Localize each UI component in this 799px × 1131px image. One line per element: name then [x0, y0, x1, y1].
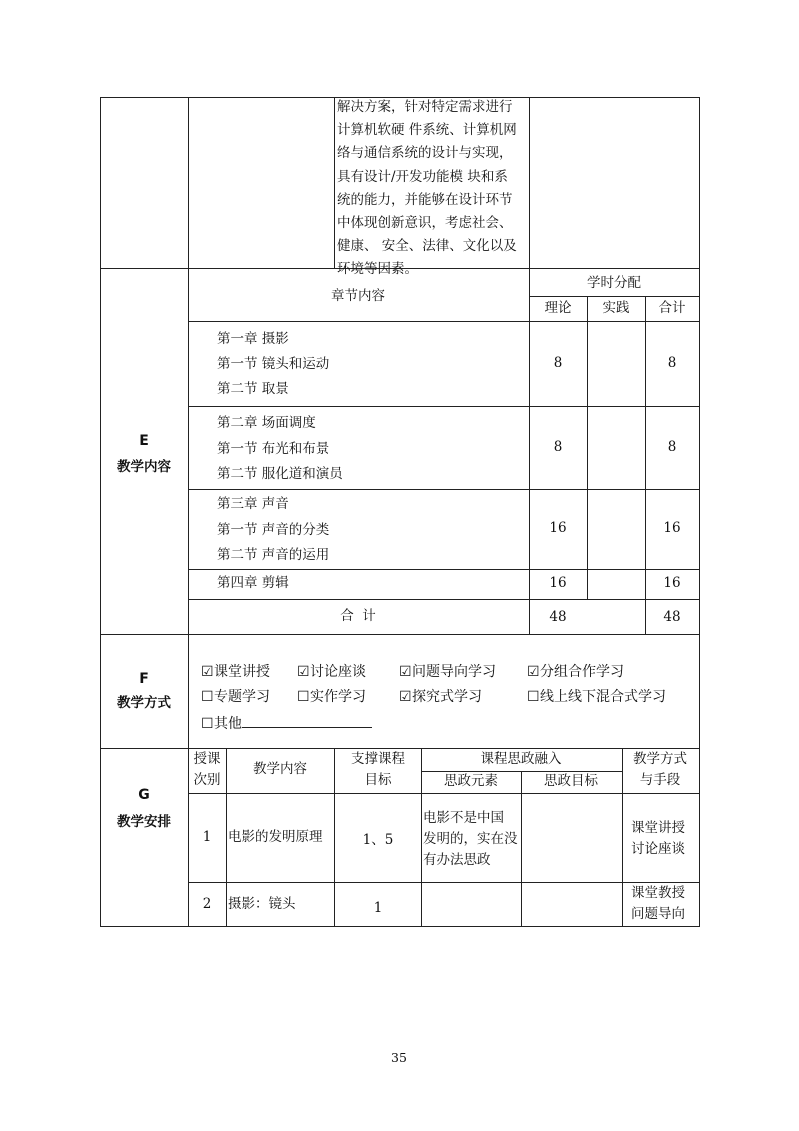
method-line: 课堂教授 [631, 885, 685, 901]
grid-line [529, 268, 530, 599]
description-line: 具有设计/开发功能模 块和系 [337, 168, 508, 185]
header-course-goal-2: 目标 [364, 772, 392, 788]
header-teaching-method-2: 与手段 [639, 772, 681, 788]
method-other[interactable] [201, 715, 372, 731]
method-label: 分组合作学习 [540, 664, 624, 680]
grid-line [645, 296, 646, 599]
grid-line [587, 296, 588, 599]
checkbox-unchecked-icon[interactable]: ☐ [527, 689, 540, 705]
checkbox-checked-icon[interactable]: ☑ [399, 689, 412, 705]
header-teaching-content: 教学内容 [253, 761, 307, 777]
table-row-2-method [631, 883, 685, 925]
chapter-line: 第二节 声音的运用 [217, 547, 330, 563]
chapter-4-total: 16 [663, 575, 681, 591]
header-teaching-method: 教学方式 [633, 751, 687, 767]
header-practice: 实践 [602, 300, 630, 316]
description-line: 计算机软硬 件系统、计算机网 [337, 122, 517, 139]
chapter-line: 第一节 布光和布景 [217, 440, 330, 457]
section-e-letter: E [139, 433, 149, 449]
checkbox-unchecked-icon[interactable]: ☐ [201, 716, 214, 732]
table-row-2-goal: 1 [373, 900, 383, 916]
chapter-1-theory: 8 [553, 355, 563, 371]
grid-line [188, 569, 700, 570]
table-border-right [699, 97, 700, 926]
grid-line [622, 748, 623, 926]
chapter-1-block [217, 327, 329, 402]
chapter-2-block [217, 411, 343, 488]
section-e-label: 教学内容 [117, 459, 171, 475]
chapter-4-theory: 16 [549, 575, 567, 591]
method-blended[interactable] [527, 690, 666, 704]
table-row-1-method [631, 818, 685, 860]
chapter-1-total: 8 [667, 355, 677, 371]
description-line: 环境等因素。 [337, 261, 418, 278]
method-line: 课堂讲授 [631, 820, 685, 836]
grid-line [226, 748, 227, 926]
grid-line [334, 748, 335, 926]
section-g-letter: G [138, 787, 150, 803]
method-lecture[interactable] [201, 665, 270, 679]
grid-line [188, 634, 189, 748]
chapter-3-block [217, 492, 329, 569]
chapter-line: 第二节 服化道和演员 [217, 466, 343, 482]
grid-line [188, 268, 189, 634]
method-label: 专题学习 [214, 689, 270, 705]
grid-line [100, 748, 700, 749]
method-group-cooperation[interactable] [527, 665, 624, 679]
header-session-order: 授课 [193, 751, 221, 767]
method-inquiry[interactable] [399, 690, 482, 704]
header-total: 合计 [658, 300, 686, 316]
method-topic-study[interactable] [201, 690, 270, 704]
checkbox-unchecked-icon[interactable]: ☐ [201, 689, 214, 705]
method-problem-based[interactable] [399, 665, 496, 679]
method-label: 问题导向学习 [412, 664, 496, 680]
grid-line [529, 599, 530, 634]
chapter-line: 第一节 声音的分类 [217, 521, 330, 538]
description-line: 统的能力，并能够在设计环节 [337, 191, 513, 208]
grid-line [645, 599, 646, 634]
chapter-line: 第三章 声音 [217, 496, 289, 512]
method-line: 问题导向 [631, 906, 685, 922]
grid-line [188, 599, 700, 600]
section-f-letter: F [139, 671, 149, 687]
grid-line [421, 771, 622, 772]
chapter-line: 第二节 取景 [217, 381, 289, 397]
section-g-label: 教学安排 [117, 814, 171, 830]
table-border-bottom [100, 926, 700, 927]
section-f-label: 教学方式 [117, 695, 171, 711]
header-chapter-content: 章节内容 [331, 288, 385, 304]
description-line: 健康、 安全、法律、文化以及 [337, 238, 517, 255]
header-ideology-target: 思政目标 [544, 773, 598, 789]
description-line: 络与通信系统的设计与实现， [337, 145, 513, 162]
header-ideology-integration: 课程思政融入 [480, 751, 562, 767]
grid-line [188, 882, 700, 883]
sum-label: 合 计 [340, 608, 376, 624]
chapter-line: 第一章 摄影 [217, 331, 289, 347]
header-theory: 理论 [544, 300, 572, 316]
method-line: 讨论座谈 [631, 841, 685, 857]
table-row-1-content: 电影的发明原理 [228, 829, 323, 845]
chapter-3-theory: 16 [549, 520, 567, 536]
header-hours-allocation: 学时分配 [587, 275, 641, 291]
element-line: 发明的，实在没 [423, 831, 518, 847]
description-line: 中体现创新意识，考虑社会、 [337, 215, 513, 232]
checkbox-checked-icon[interactable]: ☑ [297, 664, 310, 680]
grid-line [188, 489, 700, 490]
header-session-order-2: 次别 [193, 772, 221, 788]
grid-line [188, 748, 189, 926]
grid-line [100, 634, 700, 635]
chapter-2-theory: 8 [553, 439, 563, 455]
grid-line [188, 321, 700, 322]
grid-line [421, 748, 422, 926]
grid-line [529, 97, 530, 268]
grid-line [188, 406, 700, 407]
method-label: 讨论座谈 [310, 664, 366, 680]
table-row-1-goal: 1、5 [362, 832, 394, 848]
method-practical[interactable] [297, 690, 366, 704]
chapter-line: 第二章 场面调度 [217, 415, 316, 431]
grid-line [529, 296, 700, 297]
header-course-goal: 支撑课程 [351, 751, 405, 767]
header-ideology-element: 思政元素 [444, 773, 498, 789]
table-border-left [100, 97, 101, 926]
table-row-1-order: 1 [202, 829, 212, 845]
grid-line [188, 97, 189, 268]
table-row-2-order: 2 [202, 896, 212, 912]
sum-total: 48 [663, 609, 681, 625]
method-label: 探究式学习 [412, 689, 482, 705]
graduation-requirement-text [337, 96, 517, 282]
chapter-3-total: 16 [663, 520, 681, 536]
description-line: 解决方案，针对特定需求进行 [337, 99, 513, 115]
checkbox-checked-icon[interactable]: ☑ [527, 664, 540, 680]
page-number: 35 [391, 1050, 407, 1065]
table-row-2-content: 摄影：镜头 [228, 896, 296, 912]
chapter-2-total: 8 [667, 439, 677, 455]
table-row-1-element [423, 808, 518, 871]
method-label: 其他 [214, 716, 242, 732]
method-label: 线上线下混合式学习 [540, 689, 666, 705]
chapter-line: 第一节 镜头和运动 [217, 356, 330, 372]
element-line: 有办法思政 [423, 852, 491, 868]
checkbox-checked-icon[interactable]: ☑ [399, 664, 412, 680]
method-label: 课堂讲授 [214, 664, 270, 680]
chapter-4-line: 第四章 剪辑 [217, 575, 289, 591]
other-blank-line[interactable] [242, 715, 372, 728]
grid-line [334, 97, 335, 268]
method-discussion[interactable] [297, 665, 366, 679]
sum-theory: 48 [549, 609, 567, 625]
grid-line [188, 793, 700, 794]
method-label: 实作学习 [310, 689, 366, 705]
element-line: 电影不是中国 [423, 810, 504, 826]
checkbox-checked-icon[interactable]: ☑ [201, 664, 214, 680]
checkbox-unchecked-icon[interactable]: ☐ [297, 689, 310, 705]
grid-line [521, 771, 522, 926]
